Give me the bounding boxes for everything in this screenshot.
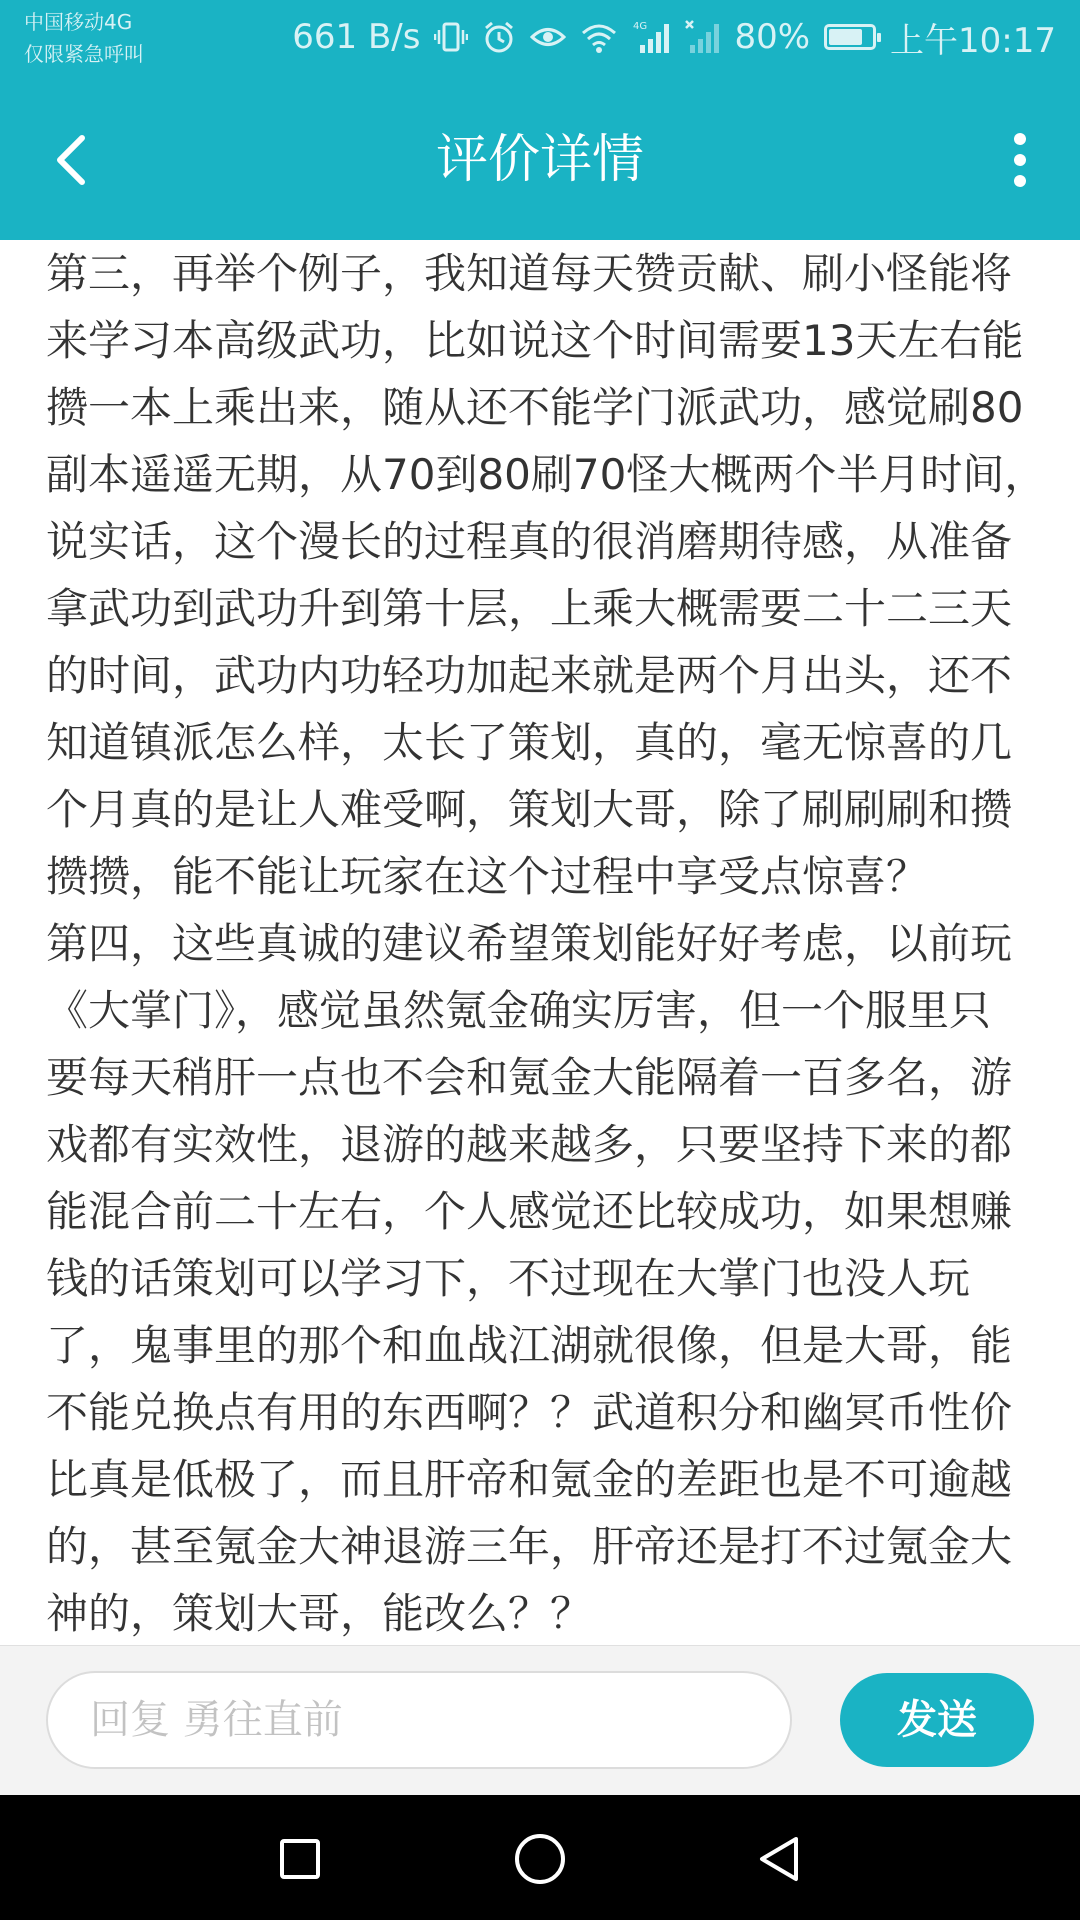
triangle-back-icon: [754, 1833, 806, 1885]
square-recents-icon: [276, 1835, 324, 1883]
more-vertical-icon-dot: [1014, 175, 1026, 187]
net-speed: 661 B/s: [292, 17, 421, 57]
alarm-icon: [482, 17, 516, 57]
review-text: [0, 240, 1080, 1645]
svg-text:4G: 4G: [633, 21, 648, 32]
review-line: 《大掌门》，感觉虽然氪金确实厉害，但一个服里只: [46, 986, 992, 1035]
review-line: 第四，这些真诚的建议希望策划能好好考虑，以前玩: [46, 919, 1013, 968]
page-title: 评价详情: [435, 130, 644, 190]
more-vertical-icon: [1014, 133, 1026, 145]
more-vertical-icon-dot: [1014, 154, 1026, 166]
reply-bar: [0, 1645, 1080, 1796]
battery-level: [829, 29, 862, 45]
status-bar: [0, 0, 1080, 80]
review-line: 第三，再举个例子，我知道每天赞贡献、刷小怪能将: [46, 249, 1013, 298]
vibrate-icon: [434, 17, 468, 57]
status-indicators: [292, 0, 1056, 74]
reply-input[interactable]: [46, 1671, 792, 1769]
carrier-emergency-text: 仅限紧急呼叫: [24, 42, 144, 66]
review-line: 能混合前二十左右，个人感觉还比较成功，如果想赚: [46, 1187, 1013, 1236]
review-line: 攒攒，能不能让玩家在这个过程中享受点惊喜？: [46, 852, 929, 901]
review-line: 攒一本上乘出来，随从还不能学门派武功，感觉刷80: [46, 383, 1024, 432]
review-line: 钱的话策划可以学习下，不过现在大掌门也没人玩: [46, 1254, 971, 1303]
review-line: 的时间，武功内功轻功加起来就是两个月出头，还不: [46, 651, 1013, 700]
review-line: 的，甚至氪金大神退游三年，肝帝还是打不过氪金大: [46, 1522, 1013, 1571]
circle-home-icon: [512, 1831, 568, 1887]
app-bar: [0, 80, 1080, 240]
review-line: 比真是低极了，而且肝帝和氪金的差距也是不可逾越: [46, 1455, 1013, 1504]
review-line: 不能兑换点有用的东西啊？？武道积分和幽冥币性价: [46, 1388, 1013, 1437]
more-options-button[interactable]: [1000, 128, 1040, 192]
review-line: 副本遥遥无期，从70到80刷70怪大概两个半月时间，: [46, 450, 1047, 499]
carrier-name: 中国移动4G: [24, 10, 133, 34]
review-line: 了，鬼事里的那个和血战江湖就很像，但是大哥，能: [46, 1321, 1013, 1370]
review-line: 要每天稍肝一点也不会和氪金大能隔着一百多名，游: [46, 1053, 1013, 1102]
signal-no-service-icon: [684, 17, 720, 57]
review-line: 神的，策划大哥，能改么？？: [46, 1589, 593, 1638]
battery-icon: [824, 24, 876, 50]
review-line: 戏都有实效性，退游的越来越多，只要坚持下来的都: [46, 1120, 1013, 1169]
signal-4g-icon: [632, 17, 670, 57]
review-line: 来学习本高级武功，比如说这个时间需要13天左右能: [46, 316, 1024, 365]
battery-percent: 80%: [734, 17, 811, 57]
send-button[interactable]: 发送: [840, 1673, 1034, 1767]
review-line: 知道镇派怎么样，太长了策划，真的，毫无惊喜的几: [46, 718, 1013, 767]
wifi-icon: [580, 17, 618, 57]
clock: 上午10:17: [890, 20, 1056, 61]
review-content[interactable]: [0, 240, 1080, 1645]
review-line: 个月真的是让人难受啊，策划大哥，除了刷刷刷和攒: [46, 785, 1013, 834]
carrier-info: [24, 6, 144, 70]
review-line: 拿武功到武功升到第十层，上乘大概需要二十二三天: [46, 584, 1013, 633]
system-nav-bar: [0, 1795, 1080, 1920]
review-line: 说实话，这个漫长的过程真的很消磨期待感，从准备: [46, 517, 1013, 566]
recents-button[interactable]: [268, 1827, 332, 1891]
nav-back-button[interactable]: [748, 1827, 812, 1891]
eye-icon: [530, 17, 566, 57]
home-button[interactable]: [508, 1827, 572, 1891]
